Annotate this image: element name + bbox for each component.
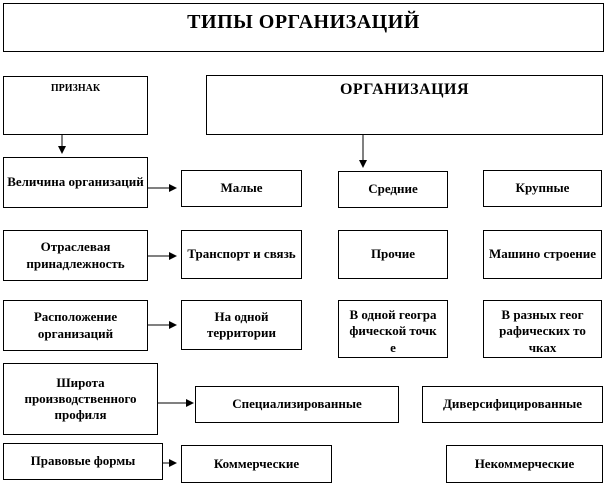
feature-size — [3, 157, 148, 208]
feature-header-box — [3, 76, 148, 135]
value-small-text: Малые — [220, 180, 263, 196]
value-machine-building-text: Машино строение — [488, 246, 597, 262]
feature-location — [3, 300, 148, 351]
value-large — [483, 170, 602, 207]
value-medium — [338, 171, 448, 208]
diagram-title — [3, 3, 604, 52]
feature-production-profile — [3, 363, 158, 435]
feature-header-text: ПРИЗНАК — [50, 83, 101, 94]
feature-industry-text: Отраслевая принадлежность — [26, 239, 125, 271]
value-different-points — [483, 300, 602, 358]
value-one-point — [338, 300, 448, 358]
value-machine-building — [483, 230, 602, 279]
value-specialized — [195, 386, 399, 423]
value-one-territory-text: На одной территории — [206, 308, 277, 340]
value-medium-text: Средние — [368, 181, 418, 197]
value-commercial-text: Коммерческие — [213, 455, 300, 471]
diagram-title-text: ТИПЫ ОРГАНИЗАЦИЙ — [187, 11, 420, 33]
feature-size-text: Величина организаций — [7, 174, 144, 190]
value-specialized-text: Специализированные — [232, 396, 362, 412]
organization-header-text: ОРГАНИЗАЦИЯ — [339, 81, 470, 98]
value-diversified — [422, 386, 603, 423]
feature-industry — [3, 230, 148, 281]
value-commercial — [181, 445, 332, 483]
feature-location-text: Расположение организаций — [33, 309, 118, 341]
value-diversified-text: Диверсифицированные — [442, 396, 582, 412]
value-one-point-text: В одной географической точке — [349, 307, 437, 355]
feature-legal-forms-text: Правовые формы — [30, 453, 136, 469]
value-small — [181, 170, 302, 207]
feature-legal-forms — [3, 443, 163, 480]
value-different-points-text: В разных географических точках — [499, 307, 586, 355]
value-other-text: Прочие — [370, 246, 416, 262]
value-one-territory — [181, 300, 302, 350]
organization-header-box — [206, 75, 603, 135]
value-large-text: Крупные — [515, 180, 570, 196]
value-transport-text: Транспорт и связь — [187, 246, 296, 262]
value-noncommercial — [446, 445, 603, 483]
value-transport — [181, 230, 302, 279]
feature-production-profile-text: Широта производственного профиля — [24, 374, 137, 423]
value-other — [338, 230, 448, 279]
value-noncommercial-text: Некоммерческие — [474, 455, 575, 471]
